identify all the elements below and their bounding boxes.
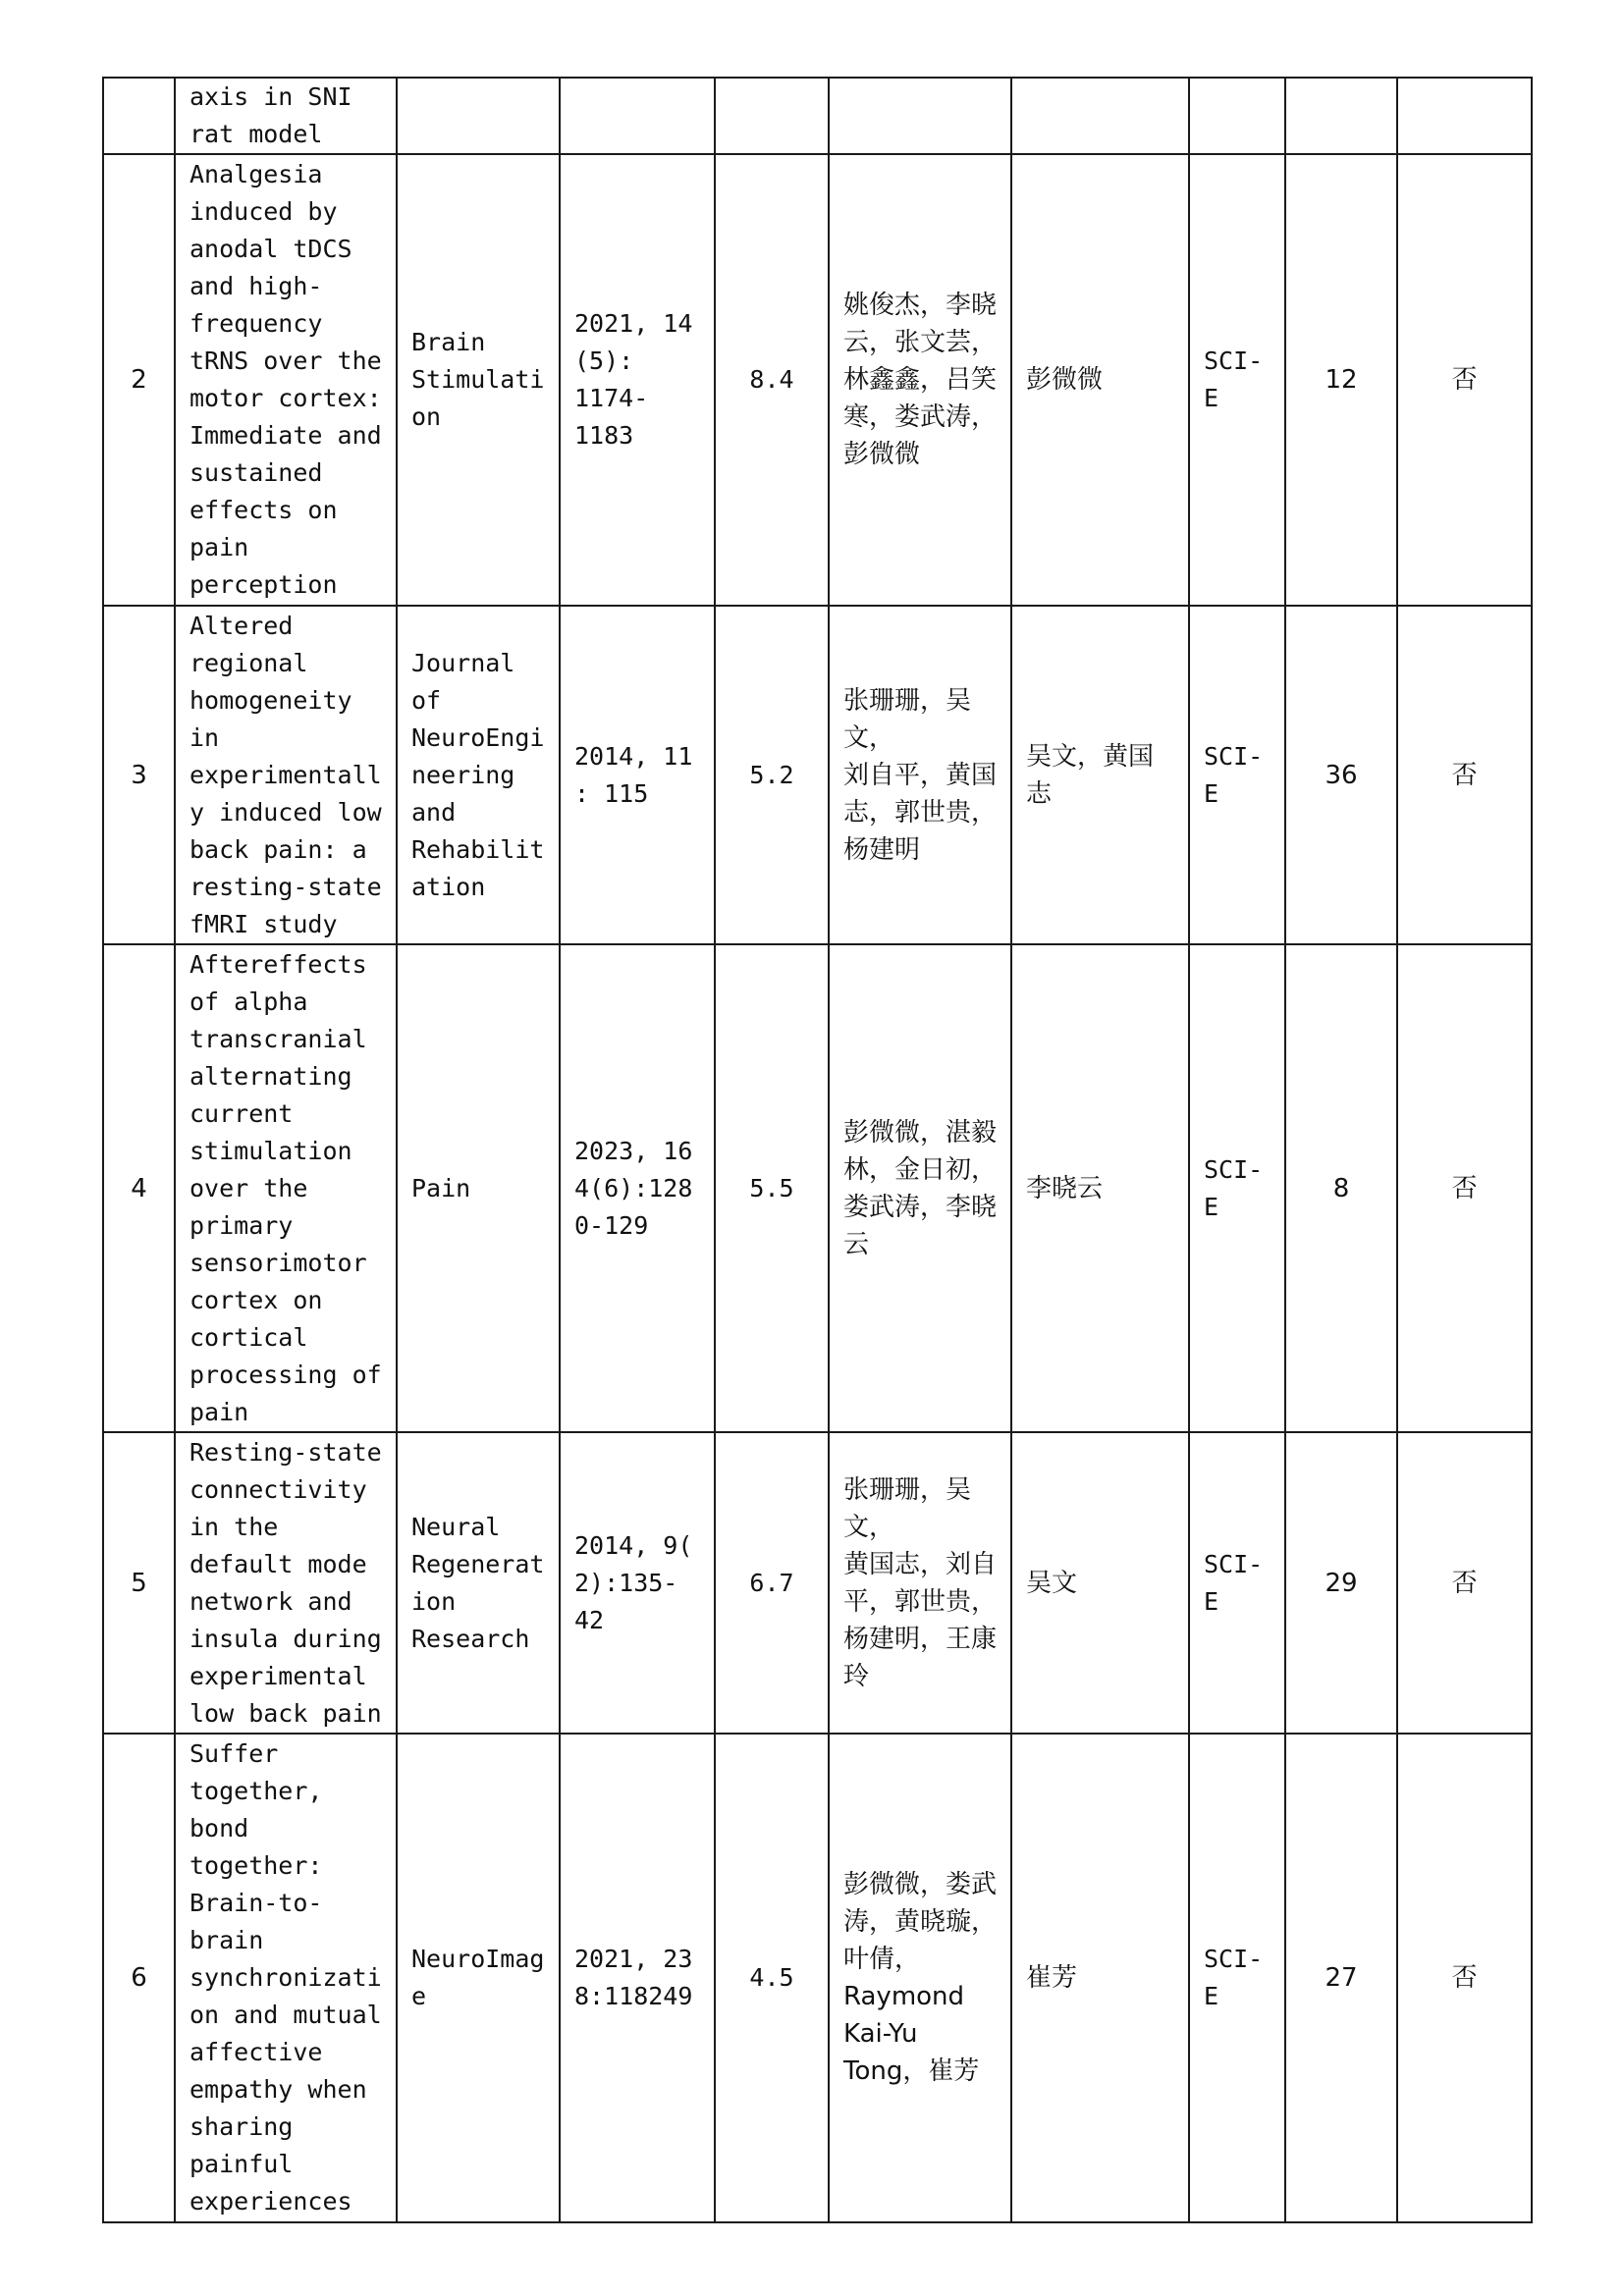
journal-name: NeuroImag e: [397, 1734, 560, 2222]
citation-count: 12: [1285, 154, 1397, 606]
author-list: 张珊珊，吴文， 刘自平，黄国 志，郭世贵， 杨建明: [829, 606, 1011, 944]
author-list: [829, 78, 1011, 154]
paper-title: Resting-state connectivity in the default mode network and insula during experimental low back pain: [175, 1432, 397, 1734]
author-list: 彭微微，湛毅 林，金日初， 娄武涛，李晓 云: [829, 944, 1011, 1432]
row-index: 2: [103, 154, 175, 606]
flag-cell: 否: [1397, 1734, 1532, 2222]
table-row: [103, 1432, 1532, 1734]
paper-title: Suffer together, bond together: Brain-to- brain synchronizati on and mutual affective empathy when sharing painful experiences: [175, 1734, 397, 2222]
index-type: SCI- E: [1189, 1734, 1285, 2222]
author-list: 姚俊杰，李晓 云，张文芸， 林鑫鑫，吕笑 寒，娄武涛， 彭微微: [829, 154, 1011, 606]
journal-name: [397, 78, 560, 154]
corresponding-author: 吴文，黄国志: [1011, 606, 1189, 944]
publication-info: 2021, 23 8:118249: [560, 1734, 715, 2222]
index-type: SCI- E: [1189, 944, 1285, 1432]
table-row: [103, 78, 1532, 154]
corresponding-author: [1011, 78, 1189, 154]
row-index: 3: [103, 606, 175, 944]
journal-name: Neural Regenerat ion Research: [397, 1432, 560, 1734]
corresponding-author: 彭微微: [1011, 154, 1189, 606]
corresponding-author: 李晓云: [1011, 944, 1189, 1432]
index-type: SCI- E: [1189, 1432, 1285, 1734]
paper-title: Altered regional homogeneity in experimentall y induced low back pain: a resting-state fMRI study: [175, 606, 397, 944]
author-list: 张珊珊，吴文， 黄国志，刘自 平，郭世贵， 杨建明，王康 玲: [829, 1432, 1011, 1734]
publication-table: [102, 77, 1533, 2223]
citation-count: 27: [1285, 1734, 1397, 2222]
impact-factor: 5.5: [715, 944, 829, 1432]
impact-factor: [715, 78, 829, 154]
paper-title: Aftereffects of alpha transcranial alternating current stimulation over the primary sensorimotor cortex on cortical processing of pain: [175, 944, 397, 1432]
table-row: [103, 154, 1532, 606]
author-list: 彭微微，娄武 涛，黄晓璇， 叶倩， Raymond Kai-Yu Tong，崔芳: [829, 1734, 1011, 2222]
flag-cell: 否: [1397, 1432, 1532, 1734]
impact-factor: 8.4: [715, 154, 829, 606]
citation-count: 8: [1285, 944, 1397, 1432]
corresponding-author: 吴文: [1011, 1432, 1189, 1734]
paper-title: Analgesia induced by anodal tDCS and high- frequency tRNS over the motor cortex: Immediate and sustained effects on pain perception: [175, 154, 397, 606]
impact-factor: 6.7: [715, 1432, 829, 1734]
publication-info: 2023, 16 4(6):128 0-129: [560, 944, 715, 1432]
publication-info: 2021, 14 (5): 1174- 1183: [560, 154, 715, 606]
table-row: [103, 1734, 1532, 2222]
corresponding-author: 崔芳: [1011, 1734, 1189, 2222]
citation-count: 36: [1285, 606, 1397, 944]
row-index: 5: [103, 1432, 175, 1734]
flag-cell: 否: [1397, 606, 1532, 944]
impact-factor: 4.5: [715, 1734, 829, 2222]
flag-cell: 否: [1397, 154, 1532, 606]
journal-name: Pain: [397, 944, 560, 1432]
flag-cell: 否: [1397, 944, 1532, 1432]
impact-factor: 5.2: [715, 606, 829, 944]
publication-info: 2014, 11 : 115: [560, 606, 715, 944]
citation-count: 29: [1285, 1432, 1397, 1734]
table-row: [103, 944, 1532, 1432]
flag-cell: [1397, 78, 1532, 154]
index-type: SCI- E: [1189, 154, 1285, 606]
paper-title: axis in SNI rat model: [175, 78, 397, 154]
index-type: SCI- E: [1189, 606, 1285, 944]
publication-info: [560, 78, 715, 154]
publication-info: 2014, 9( 2):135- 42: [560, 1432, 715, 1734]
row-index: 4: [103, 944, 175, 1432]
citation-count: [1285, 78, 1397, 154]
row-index: 6: [103, 1734, 175, 2222]
table-row: [103, 606, 1532, 944]
index-type: [1189, 78, 1285, 154]
row-index: [103, 78, 175, 154]
journal-name: Journal of NeuroEngi neering and Rehabilit ation: [397, 606, 560, 944]
journal-name: Brain Stimulati on: [397, 154, 560, 606]
